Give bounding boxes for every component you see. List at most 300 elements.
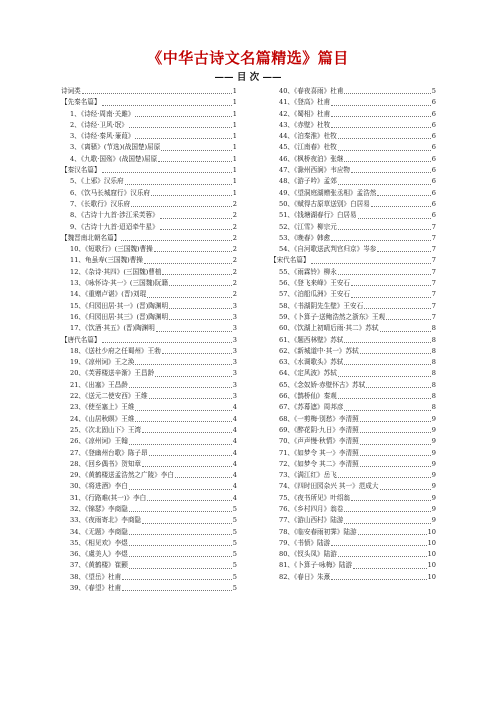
toc-page-number: 9 bbox=[431, 493, 436, 502]
toc-page-number: 6 bbox=[431, 109, 436, 118]
toc-entry-title: 21、《出塞》王昌龄 bbox=[70, 380, 128, 389]
dot-leader bbox=[135, 414, 231, 422]
toc-entry[interactable] bbox=[270, 97, 436, 108]
toc-entry-title: 13、《咏怀诗·其一》(三国魏)阮籍 bbox=[70, 279, 169, 288]
toc-entry-title: 2、《诗经·卫风·氓》 bbox=[70, 120, 128, 129]
toc-entry-title: 23、《使至塞上》王维 bbox=[70, 403, 135, 412]
toc-entry[interactable] bbox=[61, 357, 237, 368]
dot-leader bbox=[338, 470, 431, 478]
dot-leader bbox=[364, 301, 431, 309]
dot-leader bbox=[175, 470, 232, 478]
toc-entry[interactable] bbox=[270, 86, 436, 97]
toc-entry[interactable] bbox=[61, 402, 237, 413]
dot-leader bbox=[102, 335, 232, 343]
toc-entry-title: 15、《归园田居·其一》(晋)陶渊明 bbox=[70, 301, 169, 310]
toc-section-heading[interactable] bbox=[61, 165, 237, 176]
dot-leader bbox=[351, 289, 431, 297]
toc-entry[interactable] bbox=[270, 323, 436, 334]
toc-entry-title: 【魏晋南北朝名篇】 bbox=[61, 233, 121, 242]
toc-page-number: 5 bbox=[232, 527, 237, 536]
toc-page-number: 1 bbox=[232, 132, 237, 141]
toc-entry-title: 51、《钱塘湖春行》白居易 bbox=[279, 211, 357, 220]
toc-page-number: 9 bbox=[431, 414, 436, 423]
toc-entry[interactable] bbox=[270, 176, 436, 187]
dot-leader bbox=[135, 109, 231, 117]
toc-entry[interactable] bbox=[270, 549, 436, 560]
toc-entry-title: 59、《卜算子·送鲍浩然之浙东》王观 bbox=[279, 312, 386, 321]
toc-page-number: 3 bbox=[232, 392, 237, 401]
toc-entry-title: 82、《春日》朱熹 bbox=[279, 572, 331, 581]
dot-leader bbox=[377, 188, 430, 196]
toc-entry-title: 72、《如梦令 其二》李清照 bbox=[279, 459, 359, 468]
dot-leader bbox=[169, 312, 232, 320]
toc-section-heading[interactable] bbox=[61, 97, 237, 108]
toc-page-number: 1 bbox=[232, 98, 237, 107]
toc-entry-title: 63、《水调歌头》苏轼 bbox=[279, 358, 344, 367]
toc-entry-title: 【唐代名篇】 bbox=[61, 335, 101, 344]
toc-entry[interactable] bbox=[270, 131, 436, 142]
toc-entry-title: 47、《滁州西涧》韦应物 bbox=[279, 166, 351, 175]
toc-page-number: 2 bbox=[232, 233, 237, 242]
toc-page-number: 10 bbox=[427, 550, 436, 559]
toc-page-number: 6 bbox=[431, 211, 436, 220]
toc-entry-title: 42、《蜀相》杜甫 bbox=[279, 109, 331, 118]
toc-entry[interactable] bbox=[61, 448, 237, 459]
toc-page-number: 8 bbox=[431, 392, 436, 401]
dot-leader bbox=[144, 255, 232, 263]
toc-entry[interactable] bbox=[270, 538, 436, 549]
toc-entry-title: 40、《春夜喜雨》杜甫 bbox=[279, 87, 344, 95]
toc-page-number: 2 bbox=[232, 211, 237, 220]
toc-entry-title: 78、《临安春雨初霁》陆游 bbox=[279, 527, 357, 536]
dot-leader bbox=[129, 380, 232, 388]
dot-leader bbox=[338, 131, 431, 139]
toc-page-number: 9 bbox=[431, 425, 436, 434]
dot-leader bbox=[158, 154, 232, 162]
toc-page-number: 4 bbox=[232, 425, 237, 434]
dot-leader bbox=[331, 109, 431, 117]
toc-page-number: 4 bbox=[232, 493, 237, 502]
toc-page-number: 2 bbox=[232, 222, 237, 231]
toc-entry[interactable] bbox=[61, 312, 237, 323]
toc-page-number: 5 bbox=[232, 538, 237, 547]
toc-entry[interactable] bbox=[270, 368, 436, 379]
toc-entry-title: 48、《游子吟》孟郊 bbox=[279, 177, 337, 186]
dot-leader bbox=[135, 357, 231, 365]
toc-entry-title: 44、《泊秦淮》杜牧 bbox=[279, 132, 337, 141]
dot-leader bbox=[102, 97, 232, 105]
toc-page-number: 2 bbox=[232, 267, 237, 276]
dot-leader bbox=[162, 346, 232, 354]
dot-leader bbox=[344, 154, 430, 162]
dot-leader bbox=[169, 301, 232, 309]
toc-entry[interactable] bbox=[61, 120, 237, 131]
dot-leader bbox=[149, 391, 232, 399]
toc-page-number: 7 bbox=[431, 256, 436, 265]
toc-entry-title: 70、《声声慢·秋情》李清照 bbox=[279, 437, 359, 446]
toc-entry[interactable] bbox=[270, 448, 436, 459]
toc-entry[interactable] bbox=[270, 560, 436, 571]
toc-page-number: 4 bbox=[232, 414, 237, 423]
toc-entry[interactable] bbox=[270, 572, 436, 583]
toc-entry-title: 41、《登高》杜甫 bbox=[279, 98, 331, 107]
toc-entry-title: 65、《念奴娇·赤壁怀古》苏轼 bbox=[279, 380, 366, 389]
dot-leader bbox=[160, 210, 232, 218]
toc-entry[interactable] bbox=[61, 481, 237, 492]
toc-entry[interactable] bbox=[61, 142, 237, 153]
toc-entry[interactable] bbox=[270, 188, 436, 199]
toc-entry-title: 22、《送元二使安西》王维 bbox=[70, 392, 148, 401]
toc-page-number: 7 bbox=[431, 290, 436, 299]
dot-leader bbox=[338, 368, 431, 376]
toc-page-number: 7 bbox=[431, 312, 436, 321]
dot-leader bbox=[135, 131, 231, 139]
toc-entry-title: 39、《春望》杜甫 bbox=[70, 584, 122, 593]
contents-subtitle: —— 目 次 —— bbox=[214, 72, 282, 83]
dot-leader bbox=[142, 425, 232, 433]
toc-page-number: 9 bbox=[431, 516, 436, 525]
toc-entry-title: 12、《杂诗·其四》(三国魏)曹植 bbox=[70, 267, 162, 276]
toc-entry-title: 【秦汉名篇】 bbox=[61, 166, 101, 175]
toc-page-number: 4 bbox=[232, 403, 237, 412]
toc-entry[interactable] bbox=[61, 244, 237, 255]
dot-leader bbox=[338, 222, 431, 230]
dot-leader bbox=[344, 86, 430, 94]
toc-entry-title: 16、《归园田居·其三》(晋)陶渊明 bbox=[70, 312, 169, 321]
toc-page-number: 4 bbox=[232, 471, 237, 480]
toc-entry[interactable] bbox=[270, 301, 436, 312]
toc-entry[interactable] bbox=[270, 154, 436, 165]
toc-entry[interactable] bbox=[61, 289, 237, 300]
toc-entry-title: 1、《诗经·周南·关雎》 bbox=[70, 109, 135, 118]
dot-leader bbox=[338, 549, 427, 557]
toc-entry[interactable] bbox=[61, 493, 237, 504]
toc-entry-title: 6、《饮马长城窟行》汉乐府 bbox=[70, 188, 151, 197]
dot-leader bbox=[129, 481, 232, 489]
dot-leader bbox=[338, 267, 431, 275]
dot-leader bbox=[151, 188, 232, 196]
toc-page-number: 1 bbox=[232, 188, 237, 197]
toc-page-number: 5 bbox=[232, 516, 237, 525]
toc-entry-title: 10、《短歌行》(三国魏)曹操 bbox=[70, 245, 153, 254]
toc-entry[interactable] bbox=[270, 120, 436, 131]
dot-leader bbox=[82, 86, 232, 94]
toc-entry[interactable] bbox=[61, 425, 237, 436]
dot-leader bbox=[129, 538, 232, 546]
toc-entry[interactable] bbox=[270, 210, 436, 221]
toc-entry[interactable] bbox=[61, 301, 237, 312]
dot-leader bbox=[142, 515, 232, 523]
toc-page-number: 1 bbox=[232, 177, 237, 186]
toc-entry[interactable] bbox=[61, 368, 237, 379]
toc-entry-title: 57、《泊船瓜洲》王安石 bbox=[279, 290, 351, 299]
toc-entry[interactable] bbox=[270, 481, 436, 492]
toc-page-number: 8 bbox=[431, 369, 436, 378]
toc-page-number: 6 bbox=[431, 166, 436, 175]
toc-entry[interactable] bbox=[61, 278, 237, 289]
toc-page-number: 1 bbox=[232, 109, 237, 118]
dot-leader bbox=[366, 380, 430, 388]
toc-page-number: 3 bbox=[232, 369, 237, 378]
toc-entry-title: 4、《九歌·国殇》(战国楚)屈原 bbox=[70, 154, 158, 163]
toc-page-number: 5 bbox=[431, 87, 436, 95]
toc-entry-title: 3、《离骚》(节选)(战国楚)屈原 bbox=[70, 143, 161, 152]
toc-entry-title: 25、《次北固山下》王湾 bbox=[70, 425, 142, 434]
dot-leader bbox=[353, 560, 426, 568]
dot-leader bbox=[344, 357, 430, 365]
toc-entry-title: 36、《虞美人》李煜 bbox=[70, 550, 128, 559]
toc-page-number: 4 bbox=[232, 437, 237, 446]
toc-entry[interactable] bbox=[61, 504, 237, 515]
toc-page-number: 2 bbox=[232, 245, 237, 254]
toc-entry[interactable] bbox=[61, 515, 237, 526]
toc-section-heading[interactable] bbox=[61, 233, 237, 244]
toc-page-number: 7 bbox=[431, 301, 436, 310]
toc-entry[interactable] bbox=[270, 199, 436, 210]
toc-page-number: 9 bbox=[431, 471, 436, 480]
toc-entry[interactable] bbox=[61, 154, 237, 165]
dot-leader bbox=[331, 233, 431, 241]
dot-leader bbox=[331, 538, 426, 546]
toc-entry[interactable] bbox=[61, 549, 237, 560]
toc-page-number: 8 bbox=[431, 380, 436, 389]
dot-leader bbox=[129, 560, 232, 568]
toc-page-number: 9 bbox=[431, 459, 436, 468]
dot-leader bbox=[380, 481, 431, 489]
toc-page-number: 7 bbox=[431, 245, 436, 254]
toc-entry[interactable] bbox=[270, 278, 436, 289]
toc-page-number: 6 bbox=[431, 132, 436, 141]
toc-entry-title: 76、《乡村四月》翁卷 bbox=[279, 504, 344, 513]
toc-entry[interactable] bbox=[270, 267, 436, 278]
toc-category-heading[interactable] bbox=[61, 86, 237, 97]
toc-entry-title: 7、《长歌行》汉乐府 bbox=[70, 199, 131, 208]
toc-entry-title: 54、《自河歌送武判官归京》岑参 bbox=[279, 245, 377, 254]
dot-leader bbox=[122, 572, 232, 580]
dot-leader bbox=[122, 583, 232, 591]
toc-entry-title: 18、《送杜少府之任蜀州》王勃 bbox=[70, 346, 161, 355]
toc-entry[interactable] bbox=[270, 402, 436, 413]
dot-leader bbox=[360, 459, 431, 467]
toc-entry-title: 28、《回乡偶书》贺知章 bbox=[70, 459, 142, 468]
toc-entry[interactable] bbox=[270, 380, 436, 391]
toc-entry-title: 诗词类 bbox=[61, 87, 81, 95]
toc-entry-title: 30、《将进酒》李白 bbox=[70, 482, 128, 491]
toc-entry-title: 5、《上邪》汉乐府 bbox=[70, 177, 124, 186]
dot-leader bbox=[149, 448, 232, 456]
toc-page-number: 8 bbox=[431, 335, 436, 344]
toc-page-number: 5 bbox=[232, 550, 237, 559]
toc-entry-title: 53、《晚春》韩愈 bbox=[279, 233, 331, 242]
toc-entry[interactable] bbox=[61, 436, 237, 447]
toc-entry[interactable] bbox=[61, 380, 237, 391]
toc-entry-title: 81、《卜算子·咏梅》陆游 bbox=[279, 561, 353, 570]
toc-page-number: 9 bbox=[431, 482, 436, 491]
toc-page-number: 2 bbox=[232, 199, 237, 208]
toc-page-number: 8 bbox=[431, 358, 436, 367]
toc-entry[interactable] bbox=[270, 391, 436, 402]
dot-leader bbox=[344, 504, 430, 512]
dot-leader bbox=[129, 120, 232, 128]
toc-entry-title: 77、《游山西村》陆游 bbox=[279, 516, 344, 525]
dot-leader bbox=[161, 142, 231, 150]
toc-entry[interactable] bbox=[270, 222, 436, 233]
toc-entry[interactable] bbox=[61, 255, 237, 266]
toc-entry-title: 74、《四时田园杂兴 其一》范成大 bbox=[279, 482, 379, 491]
toc-entry[interactable] bbox=[61, 572, 237, 583]
toc-entry[interactable] bbox=[61, 346, 237, 357]
toc-page-number: 4 bbox=[232, 448, 237, 457]
toc-entry-title: 67、《苏幕遮》周邦彦 bbox=[279, 403, 344, 412]
toc-entry[interactable] bbox=[61, 527, 237, 538]
dot-leader bbox=[131, 199, 232, 207]
toc-entry[interactable] bbox=[61, 560, 237, 571]
dot-leader bbox=[360, 414, 431, 422]
toc-page-number: 3 bbox=[232, 312, 237, 321]
toc-entry-title: 50、《赋得古原草送别》白居易 bbox=[279, 199, 370, 208]
toc-page-number: 5 bbox=[232, 572, 237, 581]
dot-leader bbox=[331, 97, 431, 105]
toc-page-number: 6 bbox=[431, 188, 436, 197]
toc-entry[interactable] bbox=[61, 210, 237, 221]
toc-entry[interactable] bbox=[270, 504, 436, 515]
toc-entry-title: 33、《夜雨寄北》李商隐 bbox=[70, 516, 142, 525]
toc-entry[interactable] bbox=[270, 312, 436, 323]
toc-entry[interactable] bbox=[61, 267, 237, 278]
toc-page-number: 5 bbox=[232, 561, 237, 570]
dot-leader bbox=[331, 120, 431, 128]
dot-leader bbox=[156, 323, 232, 331]
toc-entry-title: 43、《赤壁》杜牧 bbox=[279, 120, 331, 129]
toc-right-column bbox=[270, 86, 436, 583]
toc-entry[interactable] bbox=[270, 289, 436, 300]
toc-entry-title: 8、《古诗十九首·涉江采芙蓉》 bbox=[70, 211, 159, 220]
toc-entry[interactable] bbox=[270, 515, 436, 526]
toc-page-number: 3 bbox=[232, 301, 237, 310]
dot-leader bbox=[351, 493, 431, 501]
toc-entry[interactable] bbox=[61, 470, 237, 481]
toc-entry[interactable] bbox=[61, 583, 237, 594]
toc-entry[interactable] bbox=[61, 176, 237, 187]
dot-leader bbox=[344, 515, 430, 523]
toc-page-number: 1 bbox=[232, 120, 237, 129]
toc-entry[interactable] bbox=[270, 244, 436, 255]
toc-page-number: 1 bbox=[232, 143, 237, 152]
toc-entry-title: 31、《行路难(其一)》李白 bbox=[70, 493, 147, 502]
toc-page-number: 4 bbox=[232, 459, 237, 468]
toc-page-number: 8 bbox=[431, 403, 436, 412]
toc-entry[interactable] bbox=[61, 538, 237, 549]
toc-entry[interactable] bbox=[270, 142, 436, 153]
dot-leader bbox=[344, 335, 430, 343]
toc-entry[interactable] bbox=[270, 493, 436, 504]
toc-entry[interactable] bbox=[61, 391, 237, 402]
toc-page-number: 3 bbox=[232, 324, 237, 333]
toc-page-number: 1 bbox=[232, 87, 237, 95]
toc-entry-title: 79、《书愤》陆游 bbox=[279, 538, 331, 547]
toc-entry[interactable] bbox=[270, 470, 436, 481]
toc-entry[interactable] bbox=[270, 414, 436, 425]
toc-page-number: 1 bbox=[232, 166, 237, 175]
toc-entry[interactable] bbox=[61, 222, 237, 233]
toc-entry-title: 27、《登幽州台歌》陈子昂 bbox=[70, 448, 148, 457]
toc-entry[interactable] bbox=[61, 131, 237, 142]
toc-entry-title: 64、《定风波》苏轼 bbox=[279, 369, 337, 378]
toc-entry-title: 24、《山居秋暝》王维 bbox=[70, 414, 135, 423]
toc-page-number: 10 bbox=[427, 561, 436, 570]
dot-leader bbox=[311, 255, 431, 263]
toc-entry-title: 38、《望岳》杜甫 bbox=[70, 572, 122, 581]
dot-leader bbox=[360, 448, 431, 456]
toc-entry[interactable] bbox=[270, 165, 436, 176]
toc-entry-title: 17、《饮酒·其五》(晋)陶渊明 bbox=[70, 324, 155, 333]
dot-leader bbox=[129, 436, 232, 444]
toc-entry-title: 【先秦名篇】 bbox=[61, 98, 101, 107]
toc-entry[interactable] bbox=[270, 527, 436, 538]
toc-entry[interactable] bbox=[61, 199, 237, 210]
toc-page-number: 4 bbox=[232, 482, 237, 491]
toc-entry[interactable] bbox=[270, 335, 436, 346]
toc-entry-title: 55、《雨霖铃》柳永 bbox=[279, 267, 337, 276]
dot-leader bbox=[358, 210, 431, 218]
toc-entry-title: 69、《醉花阴·九日》李清照 bbox=[279, 425, 359, 434]
dot-leader bbox=[160, 222, 232, 230]
dot-leader bbox=[142, 459, 232, 467]
dot-leader bbox=[338, 142, 431, 150]
dot-leader bbox=[360, 436, 431, 444]
toc-entry-title: 19、《凉州词》王之涣 bbox=[70, 358, 135, 367]
toc-entry-title: 35、《相见欢》李煜 bbox=[70, 538, 128, 547]
toc-entry[interactable] bbox=[61, 109, 237, 120]
toc-page-number: 9 bbox=[431, 437, 436, 446]
toc-page-number: 3 bbox=[232, 358, 237, 367]
toc-page-number: 3 bbox=[232, 335, 237, 344]
dot-leader bbox=[169, 278, 232, 286]
toc-entry[interactable] bbox=[270, 357, 436, 368]
toc-entry[interactable] bbox=[61, 188, 237, 199]
toc-entry-title: 66、《鹊桥仙》秦观 bbox=[279, 392, 337, 401]
toc-entry-title: 45、《江南春》杜牧 bbox=[279, 143, 337, 152]
toc-entry[interactable] bbox=[270, 233, 436, 244]
toc-entry[interactable] bbox=[270, 346, 436, 357]
toc-entry[interactable] bbox=[270, 436, 436, 447]
dot-leader bbox=[129, 527, 232, 535]
toc-page-number: 9 bbox=[431, 504, 436, 513]
toc-entry-title: 68、《一剪梅·别愁》李清照 bbox=[279, 414, 359, 423]
toc-page-number: 7 bbox=[431, 233, 436, 242]
toc-page-number: 8 bbox=[431, 346, 436, 355]
dot-leader bbox=[155, 368, 232, 376]
toc-entry[interactable] bbox=[270, 425, 436, 436]
toc-entry-title: 73、《满江红》岳飞 bbox=[279, 471, 337, 480]
toc-entry[interactable] bbox=[61, 414, 237, 425]
toc-section-heading[interactable] bbox=[61, 335, 237, 346]
toc-entry[interactable] bbox=[270, 459, 436, 470]
toc-page-number: 6 bbox=[431, 154, 436, 163]
toc-page-number: 7 bbox=[431, 279, 436, 288]
toc-entry-title: 29、《黄鹤楼送孟浩然之广陵》李白 bbox=[70, 471, 174, 480]
toc-entry-title: 3、《诗经·秦风·蒹葭》 bbox=[70, 132, 135, 141]
dot-leader bbox=[344, 402, 430, 410]
toc-section-heading[interactable] bbox=[270, 255, 436, 266]
dot-leader bbox=[154, 244, 232, 252]
toc-entry-title: 9、《古诗十九首·迢迢牵牛星》 bbox=[70, 222, 159, 231]
toc-page-number: 10 bbox=[427, 572, 436, 581]
toc-entry[interactable] bbox=[61, 323, 237, 334]
dot-leader bbox=[102, 165, 232, 173]
toc-entry[interactable] bbox=[270, 109, 436, 120]
toc-entry[interactable] bbox=[61, 459, 237, 470]
